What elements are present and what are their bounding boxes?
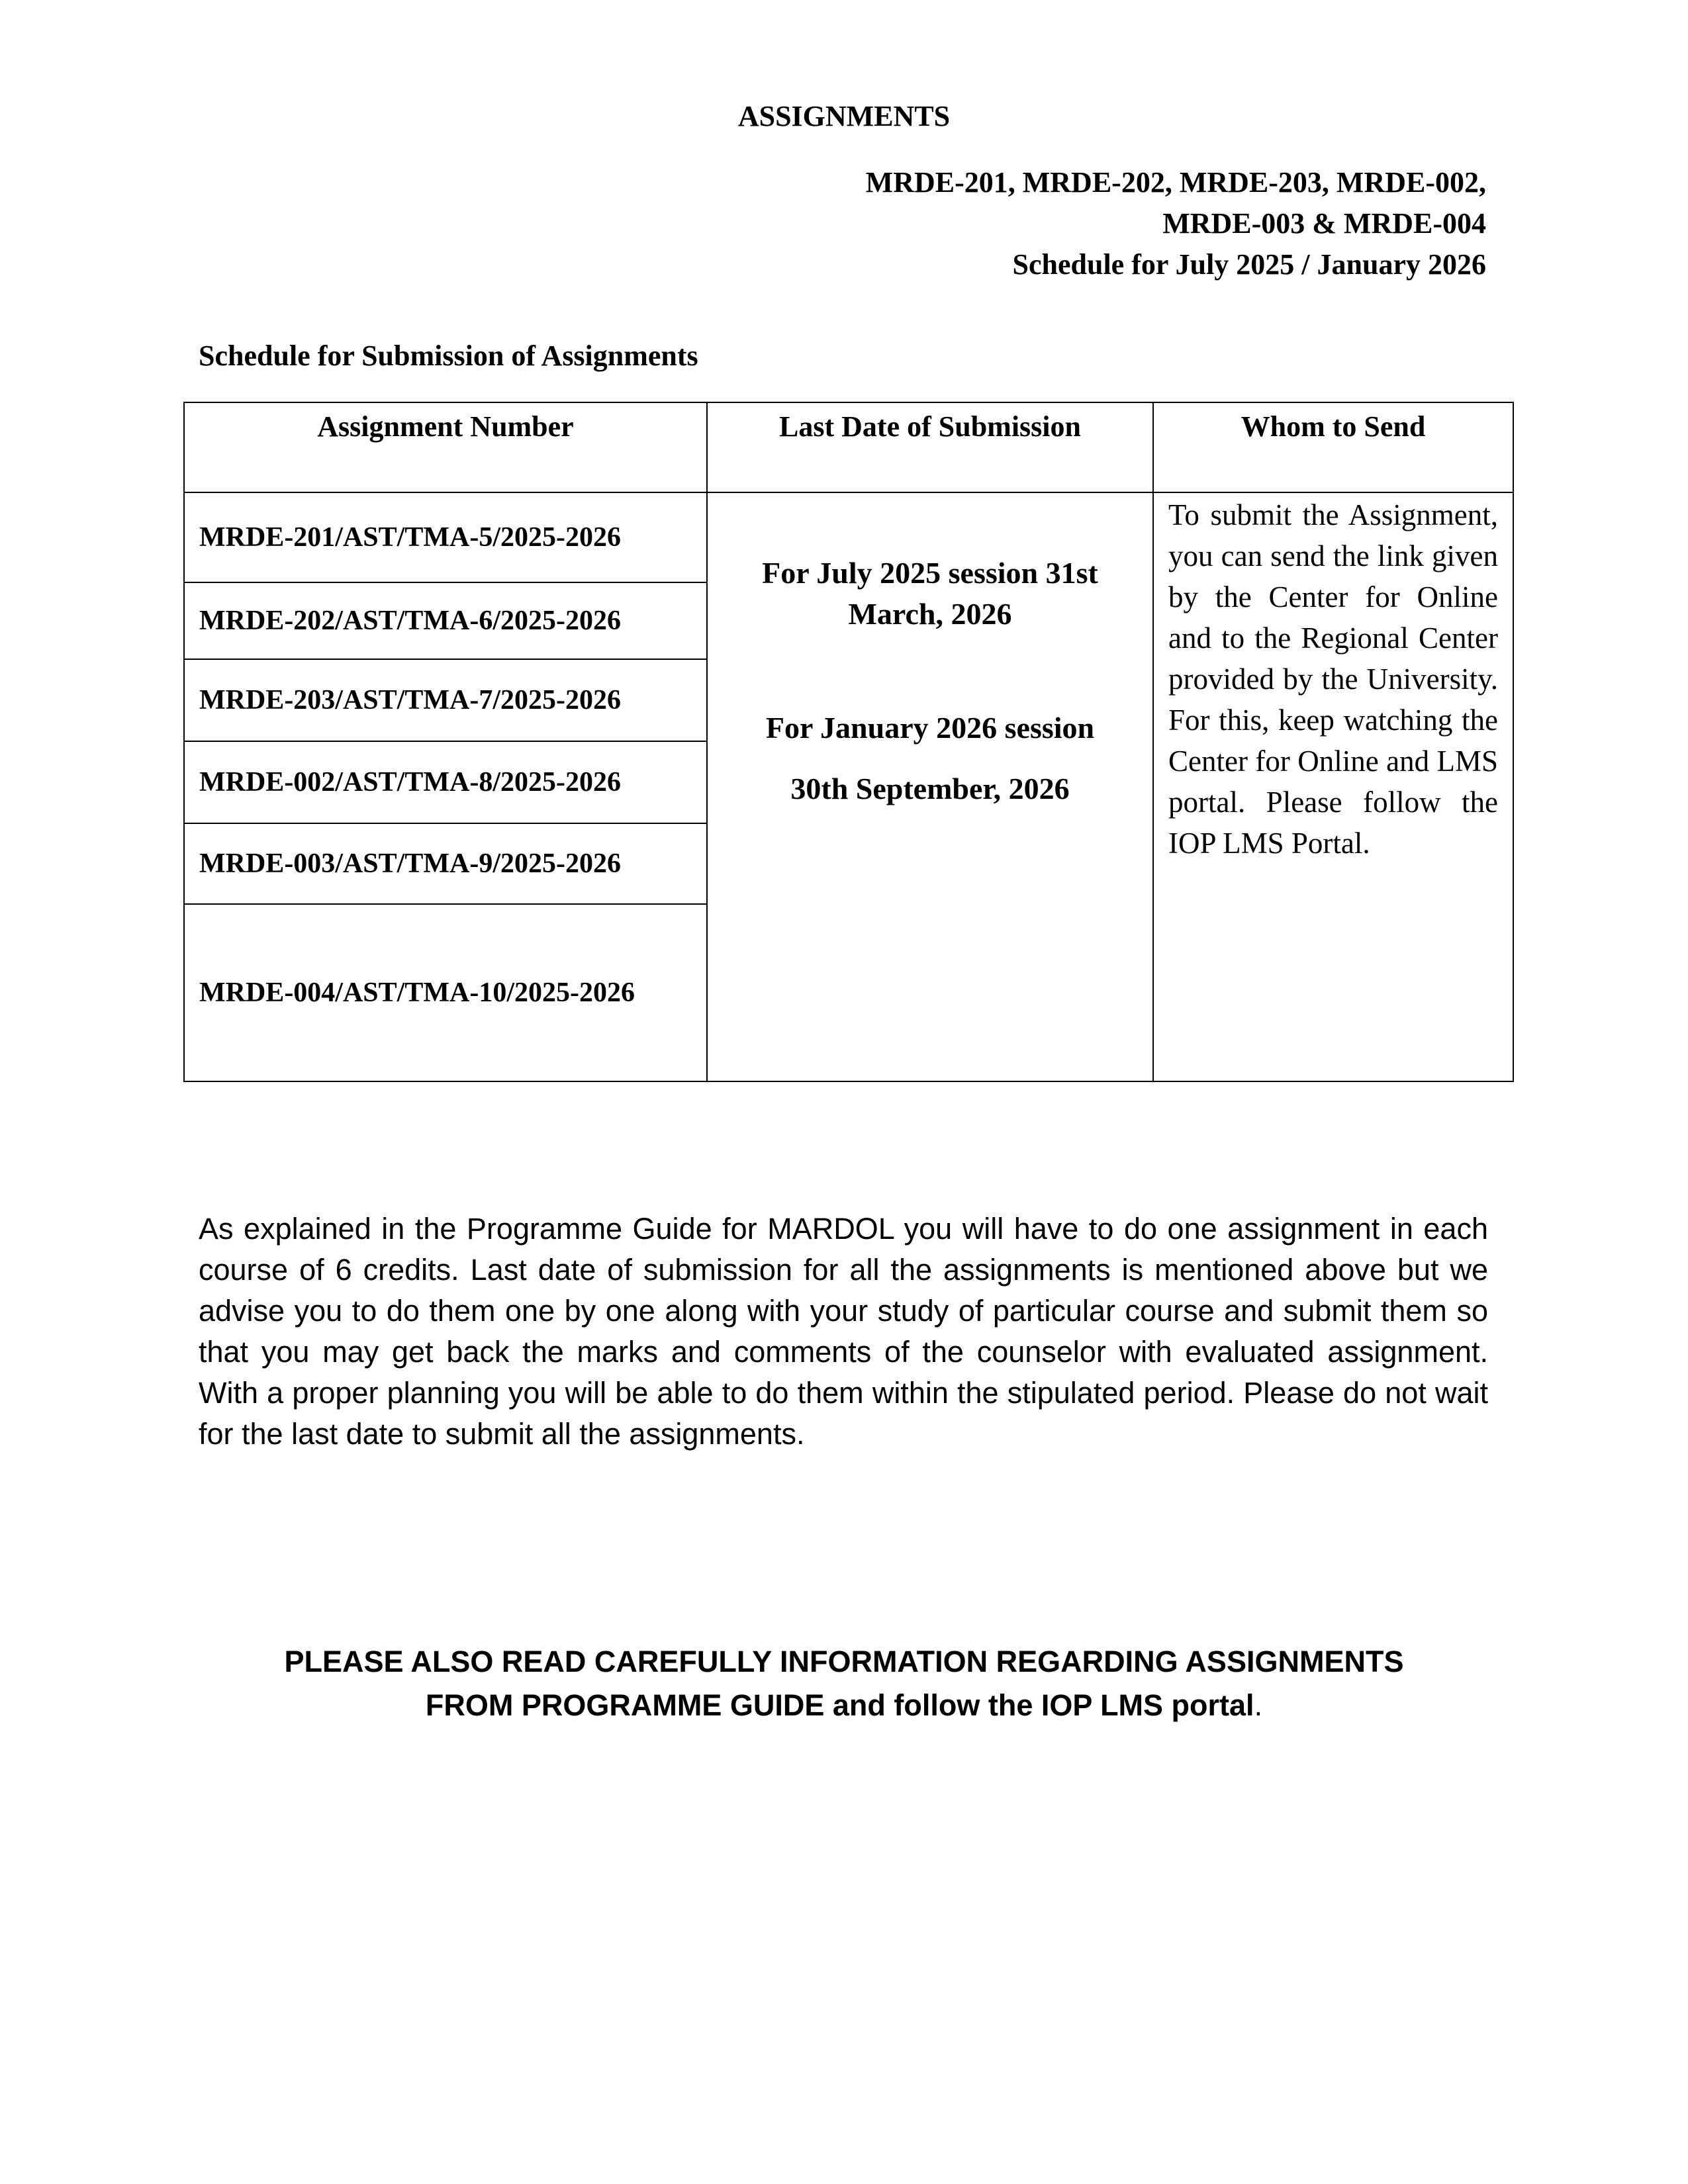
table-row — [184, 492, 1513, 582]
schedule-table — [183, 402, 1514, 1082]
submission-instructions: To submit the Assignment, you can send the link given by the Center for Online and to the Regional Center provided by the University. For this, keep watching the Center for Online and LMS portal. Please follow the IOP LMS Portal. — [1168, 498, 1498, 860]
january-session-label: For January 2026 session — [765, 711, 1095, 745]
important-notice — [0, 1640, 1688, 1727]
course-codes-line-1: MRDE-201, MRDE-202, MRDE-203, MRDE-002, — [865, 166, 1486, 199]
notice-line-1: PLEASE ALSO READ CAREFULLY INFORMATION REGARDING ASSIGNMENTS — [284, 1645, 1404, 1678]
january-session-date: 30th September, 2026 — [790, 772, 1070, 805]
assignment-number-cell: MRDE-203/AST/TMA-7/2025-2026 — [184, 659, 707, 741]
notice-line-2 — [0, 1684, 1688, 1727]
assignment-number-cell: MRDE-003/AST/TMA-9/2025-2026 — [184, 823, 707, 904]
course-header — [559, 162, 1486, 285]
column-header-assignment-number: Assignment Number — [184, 402, 707, 492]
course-codes-line-2: MRDE-003 & MRDE-004 — [1162, 207, 1486, 240]
assignment-number-cell: MRDE-002/AST/TMA-8/2025-2026 — [184, 741, 707, 823]
assignment-number-cell: MRDE-202/AST/TMA-6/2025-2026 — [184, 582, 707, 659]
schedule-period: Schedule for July 2025 / January 2026 — [1012, 248, 1486, 281]
assignment-number-cell: MRDE-201/AST/TMA-5/2025-2026 — [184, 492, 707, 582]
schedule-caption: Schedule for Submission of Assignments — [199, 340, 698, 372]
notice-end-punctuation: . — [1254, 1688, 1263, 1722]
whom-to-send-cell — [1153, 492, 1513, 1081]
assignment-number-cell: MRDE-004/AST/TMA-10/2025-2026 — [184, 904, 707, 1081]
last-date-cell — [707, 492, 1153, 1081]
page-title: ASSIGNMENTS — [737, 100, 951, 132]
january-session-deadline — [708, 707, 1152, 809]
column-header-whom-to-send: Whom to Send — [1153, 402, 1513, 492]
table-header-row — [184, 402, 1513, 492]
notice-line-2-text: FROM PROGRAMME GUIDE and follow the IOP LMS portal — [425, 1688, 1254, 1722]
july-session-deadline: For July 2025 session 31st March, 2026 — [762, 556, 1098, 631]
column-header-last-date: Last Date of Submission — [707, 402, 1153, 492]
programme-guide-paragraph: As explained in the Programme Guide for MARDOL you will have to do one assignment in each course of 6 credits. Last date of submission for all the assignments is mentioned above but we advise you to do them one by one along with your study of particular course and submit them so that you may get back the marks and comments of the counselor with evaluated assignment. With a proper planning you will be able to do them within the stipulated period. Please do not wait for the last date to submit all the assignments. — [199, 1212, 1488, 1451]
